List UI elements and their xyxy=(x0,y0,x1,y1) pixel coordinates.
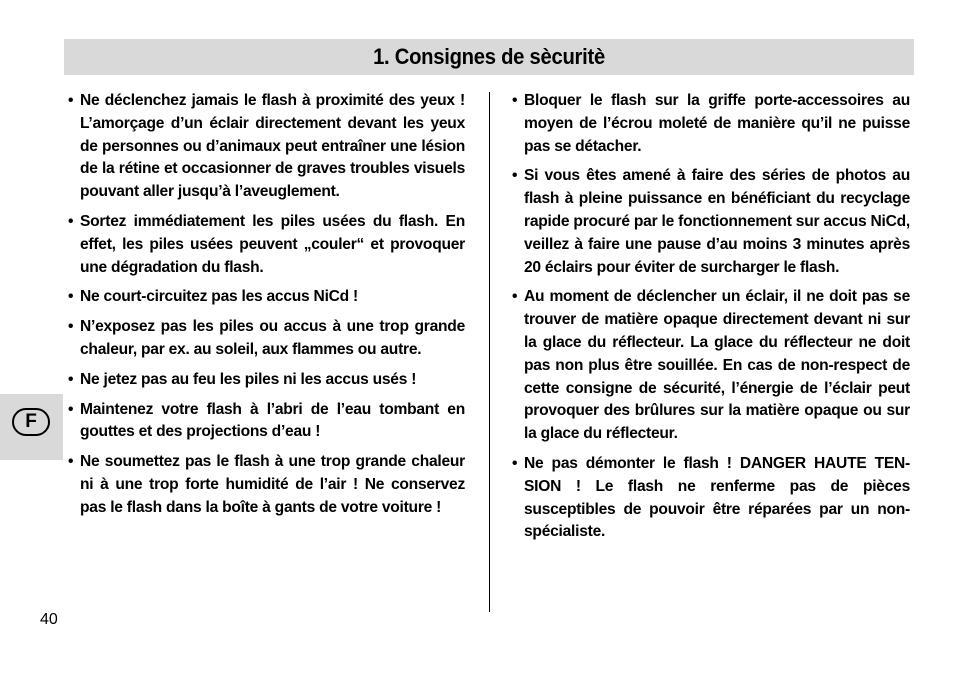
list-item-text: Ne court-circuitez pas les accus NiCd ! xyxy=(80,288,358,306)
section-header-bar xyxy=(64,39,914,75)
bullet-icon: • xyxy=(68,212,74,230)
bullet-icon: • xyxy=(512,288,518,306)
right-column xyxy=(512,90,910,551)
bullet-icon: • xyxy=(512,92,518,109)
list-item xyxy=(68,399,465,445)
bullet-icon: • xyxy=(512,454,518,472)
page-number: 40 xyxy=(40,611,58,628)
list-item-text: Ne déclenchez jamais le flash à proximité des yeux ! L’amorçage d’un éclair directement devant les yeux de personnes ou d’animaux peut entraîner une lésion de la rétine et occasionner de graves troubles visuels pouvant aller jusqu’à l’aveuglement. xyxy=(80,92,465,201)
list-item-text: Au moment de déclencher un éclair, il ne doit pas se trouver de matière opaque directement devant ni sur la glace du réflecteur. La glace du réflecteur ne doit pas non plus être souillée. En cas de non-respect de cette consigne de sécurité, l’énergie de l’éclair peut provoquer des brûlures sur la matière opaque ou sur la glace du réflecteur. xyxy=(524,288,910,443)
bullet-icon: • xyxy=(68,318,74,336)
bullet-icon: • xyxy=(68,92,74,109)
list-item xyxy=(68,316,465,362)
list-item xyxy=(512,165,910,279)
left-column xyxy=(68,90,465,527)
list-item xyxy=(68,286,465,309)
list-item-text: Ne soumettez pas le flash à une trop grande chaleur ni à une trop forte humidité de l’air ! Ne conservez pas le flash dans la boîte à gants de votre voiture ! xyxy=(80,453,465,516)
list-item xyxy=(68,211,465,279)
list-item xyxy=(68,90,465,204)
column-divider xyxy=(489,92,490,612)
bullet-icon: • xyxy=(512,167,518,185)
language-badge: F xyxy=(12,408,50,436)
list-item-text: Si vous êtes amené à faire des séries de photos au flash à pleine puissance en bénéficiant du recyclage rapide procuré par le fonctionnement sur accus NiCd, veillez à faire une pause d’au moins 3 minutes après 20 éclairs pour éviter de surcharger le flash. xyxy=(524,167,910,276)
list-item-text: Maintenez votre flash à l’abri de l’eau tombant en gouttes et des projections d’eau ! xyxy=(80,400,465,441)
list-item-text: Bloquer le flash sur la griffe porte-accessoires au moyen de l’écrou moleté de manière qu’il ne puisse pas se détacher. xyxy=(524,92,910,155)
list-item-text: Sortez immédiatement les piles usées du flash. En effet, les piles usées peuvent „couler“ et provoquer une dégradation du flash. xyxy=(80,212,465,276)
list-item xyxy=(512,453,910,544)
list-item xyxy=(512,286,910,446)
bullet-icon: • xyxy=(68,453,74,471)
list-item-text: Ne pas démonter le flash ! DANGER HAUTE TEN-SION ! Le flash ne renferme pas de pièces susceptibles de pouvoir être réparées par un non-spécialiste. xyxy=(524,454,910,541)
list-item-text: N’exposez pas les piles ou accus à une trop grande chaleur, par ex. au soleil, aux flammes ou autre. xyxy=(80,318,465,358)
bullet-icon: • xyxy=(68,370,74,388)
list-item xyxy=(512,90,910,158)
list-item xyxy=(68,451,465,519)
bullet-icon: • xyxy=(68,400,74,418)
list-item xyxy=(68,369,465,392)
page-title: 1. Consignes de sècuritè xyxy=(373,44,605,69)
bullet-icon: • xyxy=(68,288,74,306)
list-item-text: Ne jetez pas au feu les piles ni les accus usés ! xyxy=(80,370,417,388)
